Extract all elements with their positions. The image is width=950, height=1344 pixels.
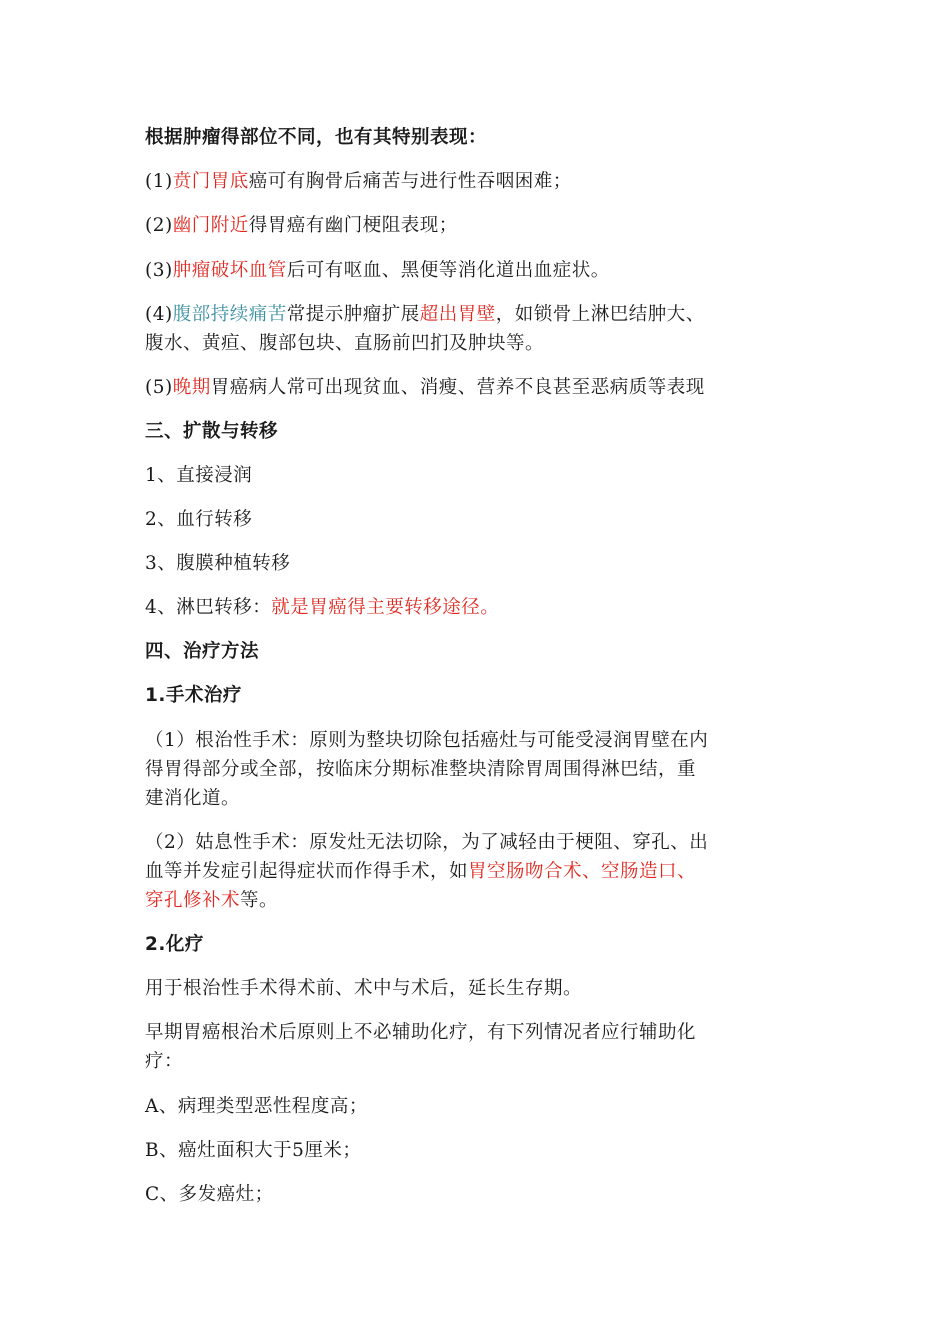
item-2-text: 得胃癌有幽门梗阻表现； — [248, 215, 458, 236]
item-3-highlight: 肿瘤破坏血管 — [172, 260, 287, 281]
item-5-highlight: 晚期 — [172, 377, 211, 398]
palliative-surgery-highlight: 胃空肠吻合术、空肠造口、 — [468, 861, 697, 882]
item-1-highlight: 贲门胃底 — [172, 171, 249, 192]
item-4-highlight-2: 超出胃壁 — [419, 304, 496, 325]
item-1-text: 癌可有胸骨后痛苦与进行性吞咽困难； — [248, 171, 572, 192]
indication-c: C、多发癌灶； — [145, 1184, 274, 1205]
item-4-continued: 腹水、黄疸、腹部包块、直肠前凹扪及肿块等。 — [145, 333, 545, 354]
item-5 — [145, 374, 815, 402]
palliative-surgery-line-2 — [145, 858, 815, 886]
item-2 — [145, 212, 815, 240]
item-5-prefix: (5) — [145, 377, 173, 398]
item-4-highlight: 腹部持续痛苦 — [172, 304, 287, 325]
item-3 — [145, 257, 815, 285]
item-4-prefix: (4) — [145, 304, 173, 325]
section-3-title: 三、扩散与转移 — [145, 421, 279, 442]
subsection-chemo: 2.化疗 — [145, 934, 204, 955]
spread-item-3: 3、腹膜种植转移 — [145, 553, 291, 574]
chemo-paragraph-2-line-2: 疗： — [145, 1051, 184, 1072]
item-4 — [145, 301, 815, 329]
item-4-mid: 常提示肿瘤扩展 — [286, 304, 420, 325]
radical-surgery-line-3: 建消化道。 — [145, 788, 241, 809]
intro-heading: 根据肿瘤得部位不同，也有其特别表现： — [145, 127, 488, 148]
item-4-text: ，如锁骨上淋巴结肿大、 — [495, 304, 705, 325]
indication-b: B、癌灶面积大于5厘米； — [145, 1140, 362, 1161]
spread-item-4-highlight: 就是胃癌得主要转移途径。 — [271, 597, 500, 618]
spread-item-4 — [145, 594, 815, 622]
radical-surgery-line-1: （1）根治性手术：原则为整块切除包括癌灶与可能受浸润胃壁在内 — [145, 730, 709, 751]
palliative-surgery-line-1: （2）姑息性手术：原发灶无法切除，为了减轻由于梗阻、穿孔、出 — [145, 832, 709, 853]
palliative-surgery-line-3 — [145, 887, 815, 915]
item-2-prefix: (2) — [145, 215, 173, 236]
palliative-surgery-end: 等。 — [240, 890, 279, 911]
indication-a: A、病理类型恶性程度高； — [145, 1096, 368, 1117]
palliative-surgery-text: 血等并发症引起得症状而作得手术，如 — [145, 861, 469, 882]
spread-item-2: 2、血行转移 — [145, 509, 253, 530]
item-3-text: 后可有呕血、黑便等消化道出血症状。 — [286, 260, 610, 281]
spread-item-1: 1、直接浸润 — [145, 465, 253, 486]
item-5-text: 胃癌病人常可出现贫血、消瘦、营养不良甚至恶病质等表现 — [210, 377, 705, 398]
chemo-paragraph-2-line-1: 早期胃癌根治术后原则上不必辅助化疗，有下列情况者应行辅助化 — [145, 1022, 697, 1043]
subsection-surgery: 1.手术治疗 — [145, 685, 242, 706]
chemo-paragraph-1: 用于根治性手术得术前、术中与术后，延长生存期。 — [145, 978, 583, 999]
palliative-surgery-highlight-2: 穿孔修补术 — [145, 890, 241, 911]
section-4-title: 四、治疗方法 — [145, 641, 260, 662]
item-1 — [145, 168, 815, 196]
item-2-highlight: 幽门附近 — [172, 215, 249, 236]
radical-surgery-line-2: 得胃得部分或全部，按临床分期标准整块清除胃周围得淋巴结，重 — [145, 759, 697, 780]
item-1-prefix: (1) — [145, 171, 173, 192]
item-3-prefix: (3) — [145, 260, 173, 281]
spread-item-4-label: 4、淋巴转移： — [145, 597, 272, 618]
